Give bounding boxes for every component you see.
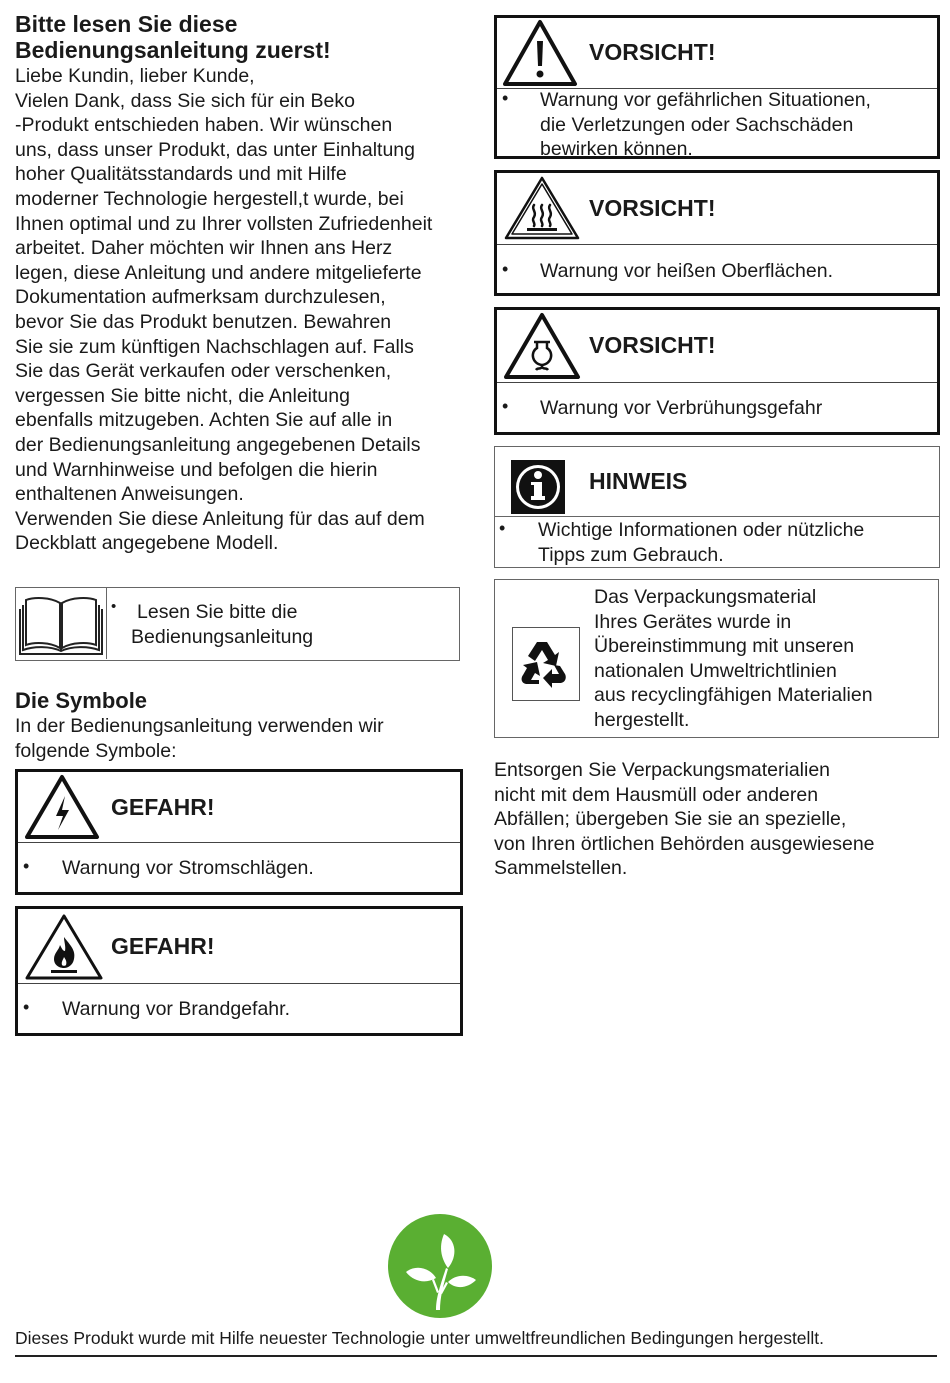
box-bullet [538, 518, 864, 567]
text-line: Lesen Sie bitte die [137, 601, 298, 623]
text-line: Warnung vor Brandgefahr. [62, 998, 290, 1020]
symbols-heading: Die Symbole [15, 688, 148, 713]
text-line: von Ihren örtlichen Behörden ausgewiesene [494, 832, 875, 855]
bullet-dot: • [499, 518, 506, 538]
bullet-dot: • [23, 856, 30, 876]
page-title [15, 11, 331, 63]
caution-scalding-box [494, 307, 940, 435]
text-line: Warnung vor Stromschlägen. [62, 857, 314, 879]
bullet-dot: • [502, 396, 509, 416]
box-bullet [62, 856, 314, 881]
read-manual-box [15, 587, 460, 661]
intro-paragraph [15, 64, 432, 556]
bullet-dot: • [23, 997, 30, 1017]
text-line: der Bedienungsanleitung angegebenen Details [15, 433, 421, 456]
text-line: folgende Symbole: [15, 739, 177, 762]
text-line: Warnung vor Verbrühungsgefahr [540, 397, 823, 419]
electric-shock-warning-icon [24, 774, 100, 845]
bullet-dot: • [502, 88, 509, 108]
box-title: VORSICHT! [589, 39, 716, 65]
open-book-icon [16, 588, 107, 659]
text-line: Tipps zum Gebrauch. [538, 543, 724, 566]
text-line: Deckblatt angegebene Modell. [15, 532, 279, 555]
text-line: Übereinstimmung mit unseren [594, 635, 855, 658]
footer-divider [15, 1355, 937, 1357]
title-line: Bedienungsanleitung zuerst! [15, 37, 331, 63]
box-title: GEFAHR! [111, 794, 215, 820]
text-line: Sammelstellen. [494, 857, 628, 880]
box-title: VORSICHT! [589, 332, 716, 358]
text-line: arbeitet. Daher möchten wir Ihnen ans Herz [15, 237, 393, 260]
caution-hot-surface-box [494, 170, 940, 296]
box-bullet [540, 259, 833, 284]
text-line: Bedienungsanleitung [131, 625, 314, 648]
box-bullet [62, 997, 290, 1022]
text-line: Warnung vor gefährlichen Situationen, [540, 89, 871, 111]
text-line: Ihnen optimal und zu Ihrer vollsten Zufriedenheit [15, 212, 433, 235]
text-line: nicht mit dem Hausmüll oder anderen [494, 783, 819, 806]
text-line: hergestellt. [594, 708, 690, 731]
text-line: Sie das Gerät verkaufen oder verschenken, [15, 360, 392, 383]
text-line: uns, dass unser Produkt, das unter Einhaltung [15, 138, 415, 161]
text-line: moderner Technologie hergestell,t wurde, bei [15, 187, 404, 210]
text-line: vergessen Sie bitte nicht, die Anleitung [15, 384, 350, 407]
text-line: ebenfalls mitzugeben. Achten Sie auf alle in [15, 409, 393, 432]
text-line: enthaltenen Anweisungen. [15, 483, 244, 506]
box-title: HINWEIS [589, 468, 688, 494]
fire-warning-icon [24, 913, 104, 986]
text-line: Das Verpackungsmaterial [594, 586, 817, 608]
notice-box [494, 446, 940, 568]
text-line: legen, diese Anleitung und andere mitgelieferte [15, 261, 422, 284]
symbols-intro [15, 714, 384, 763]
text-line: die Verletzungen oder Sachschäden [540, 113, 854, 136]
text-line: -Produkt entschieden haben. Wir wünschen [15, 114, 393, 137]
hot-surface-warning-icon [503, 175, 581, 246]
info-icon [511, 460, 565, 519]
text-line: Sie sie zum künftigen Nachschlagen auf. Falls [15, 335, 414, 358]
disposal-paragraph [494, 758, 875, 881]
scalding-warning-icon [503, 312, 581, 385]
text-line: und Warnhinweise und befolgen die hierin [15, 458, 378, 481]
green-leaf-icon [386, 1212, 494, 1325]
text-line: Entsorgen Sie Verpackungsmaterialien [494, 759, 831, 781]
text-line: Warnung vor heißen Oberflächen. [540, 260, 834, 282]
danger-electric-box [15, 769, 463, 895]
text-line: Vielen Dank, dass Sie sich für ein Beko [15, 89, 355, 112]
text-line: Liebe Kundin, lieber Kunde, [15, 65, 255, 87]
recycling-box [494, 579, 939, 738]
danger-fire-box [15, 906, 463, 1036]
box-bullet [540, 396, 822, 421]
title-line: Bitte lesen Sie diese [15, 11, 238, 37]
text-line: bewirken können. [540, 138, 693, 161]
text-line: bevor Sie das Produkt benutzen. Bewahren [15, 310, 392, 333]
footer-text: Dieses Produkt wurde mit Hilfe neuester Technologie unter umweltfreundlichen Bedingungen hergestellt. [15, 1328, 825, 1348]
text-line: Verwenden Sie diese Anleitung für das auf dem [15, 507, 425, 530]
text-line: nationalen Umweltrichtlinien [594, 659, 837, 682]
manual-text [131, 600, 313, 649]
exclamation-warning-icon [502, 19, 578, 92]
text-line: In der Bedienungsanleitung verwenden wir [15, 715, 384, 737]
recycle-icon [512, 627, 580, 701]
text-line: Abfällen; übergeben Sie sie an spezielle, [494, 808, 847, 831]
caution-general-box [494, 15, 940, 159]
text-line: hoher Qualitätsstandards und mit Hilfe [15, 163, 347, 186]
text-line: Wichtige Informationen oder nützliche [538, 519, 865, 541]
text-line: aus recyclingfähigen Materialien [594, 684, 873, 707]
text-line: Ihres Gerätes wurde in [594, 610, 792, 633]
box-bullet [540, 88, 871, 162]
bullet-dot: • [111, 598, 117, 615]
box-title: GEFAHR! [111, 933, 215, 959]
bullet-dot: • [502, 259, 509, 279]
box-title: VORSICHT! [589, 195, 716, 221]
recycling-text [594, 585, 873, 733]
text-line: Dokumentation aufmerksam durchzulesen, [15, 286, 386, 309]
